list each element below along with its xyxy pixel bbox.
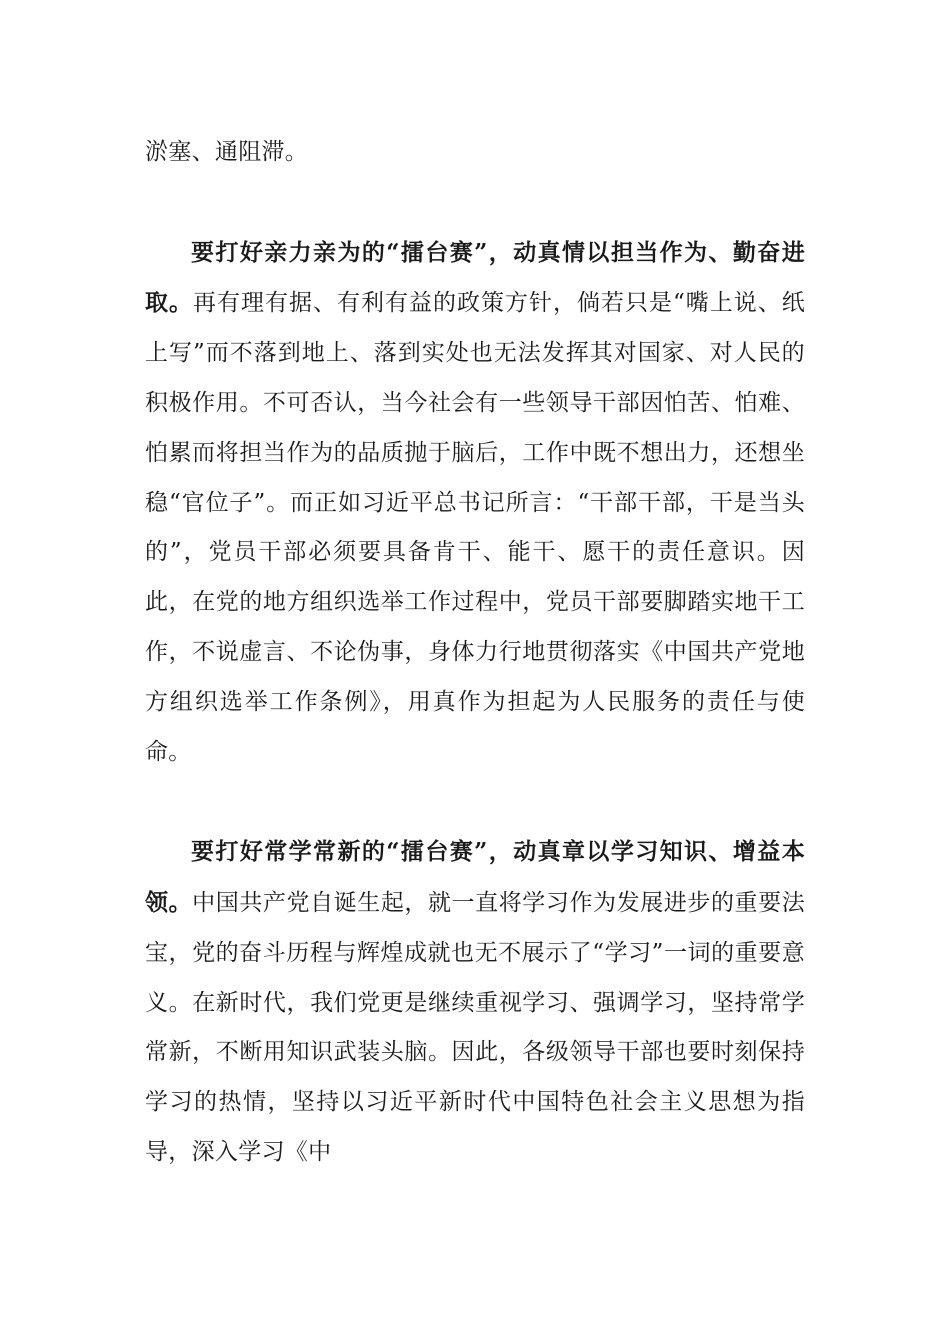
paragraph-responsibility [145, 228, 805, 778]
paragraph-body: 再有理有据、有利有益的政策方针，倘若只是“嘴上说、纸上写”而不落到地上、落到实处也无法发挥其对国家、对人民的积极作用。不可否认，当今社会有一些领导干部因怕苦、怕难、怕累而将担当作为的品质抛于脑后，工作中既不想出力，还想坐稳“官位子”。而正如习近平总书记所言：“干部干部，干是当头的”，党员干部必须要具备肯干、能干、愿干的责任意识。因此，在党的地方组织选举工作过程中，党员干部要脚踏实地干工作，不说虚言、不论伪事，身体力行地贯彻落实《中国共产党地方组织选举工作条例》，用真作为担起为人民服务的责任与使命。 [145, 290, 805, 765]
paragraph-lead-heading: 要打好常学常新的“擂台赛”，动真章以学习知识、增益本领。 [145, 838, 805, 916]
paragraph-learning [145, 827, 805, 1178]
paragraph-gap [145, 777, 805, 827]
paragraph-lead-heading: 要打好亲力亲为的“擂台赛”，动真情以担当作为、勤奋进取。 [145, 238, 805, 317]
paragraph-body: 淤塞、通阻滞。 [145, 139, 309, 165]
paragraph-continuation [145, 128, 805, 178]
paragraph-body: 中国共产党自诞生起，就一直将学习作为发展进步的重要法宝，党的奋斗历程与辉煌成就也无不展示了“学习”一词的重要意义。在新时代，我们党更是继续重视学习、强调学习，坚持常学常新，不断用知识武装头脑。因此，各级领导干部也要时刻保持学习的热情，坚持以习近平新时代中国特色社会主义思想为指导，深入学习《中 [145, 889, 805, 1165]
paragraph-gap [145, 178, 805, 228]
